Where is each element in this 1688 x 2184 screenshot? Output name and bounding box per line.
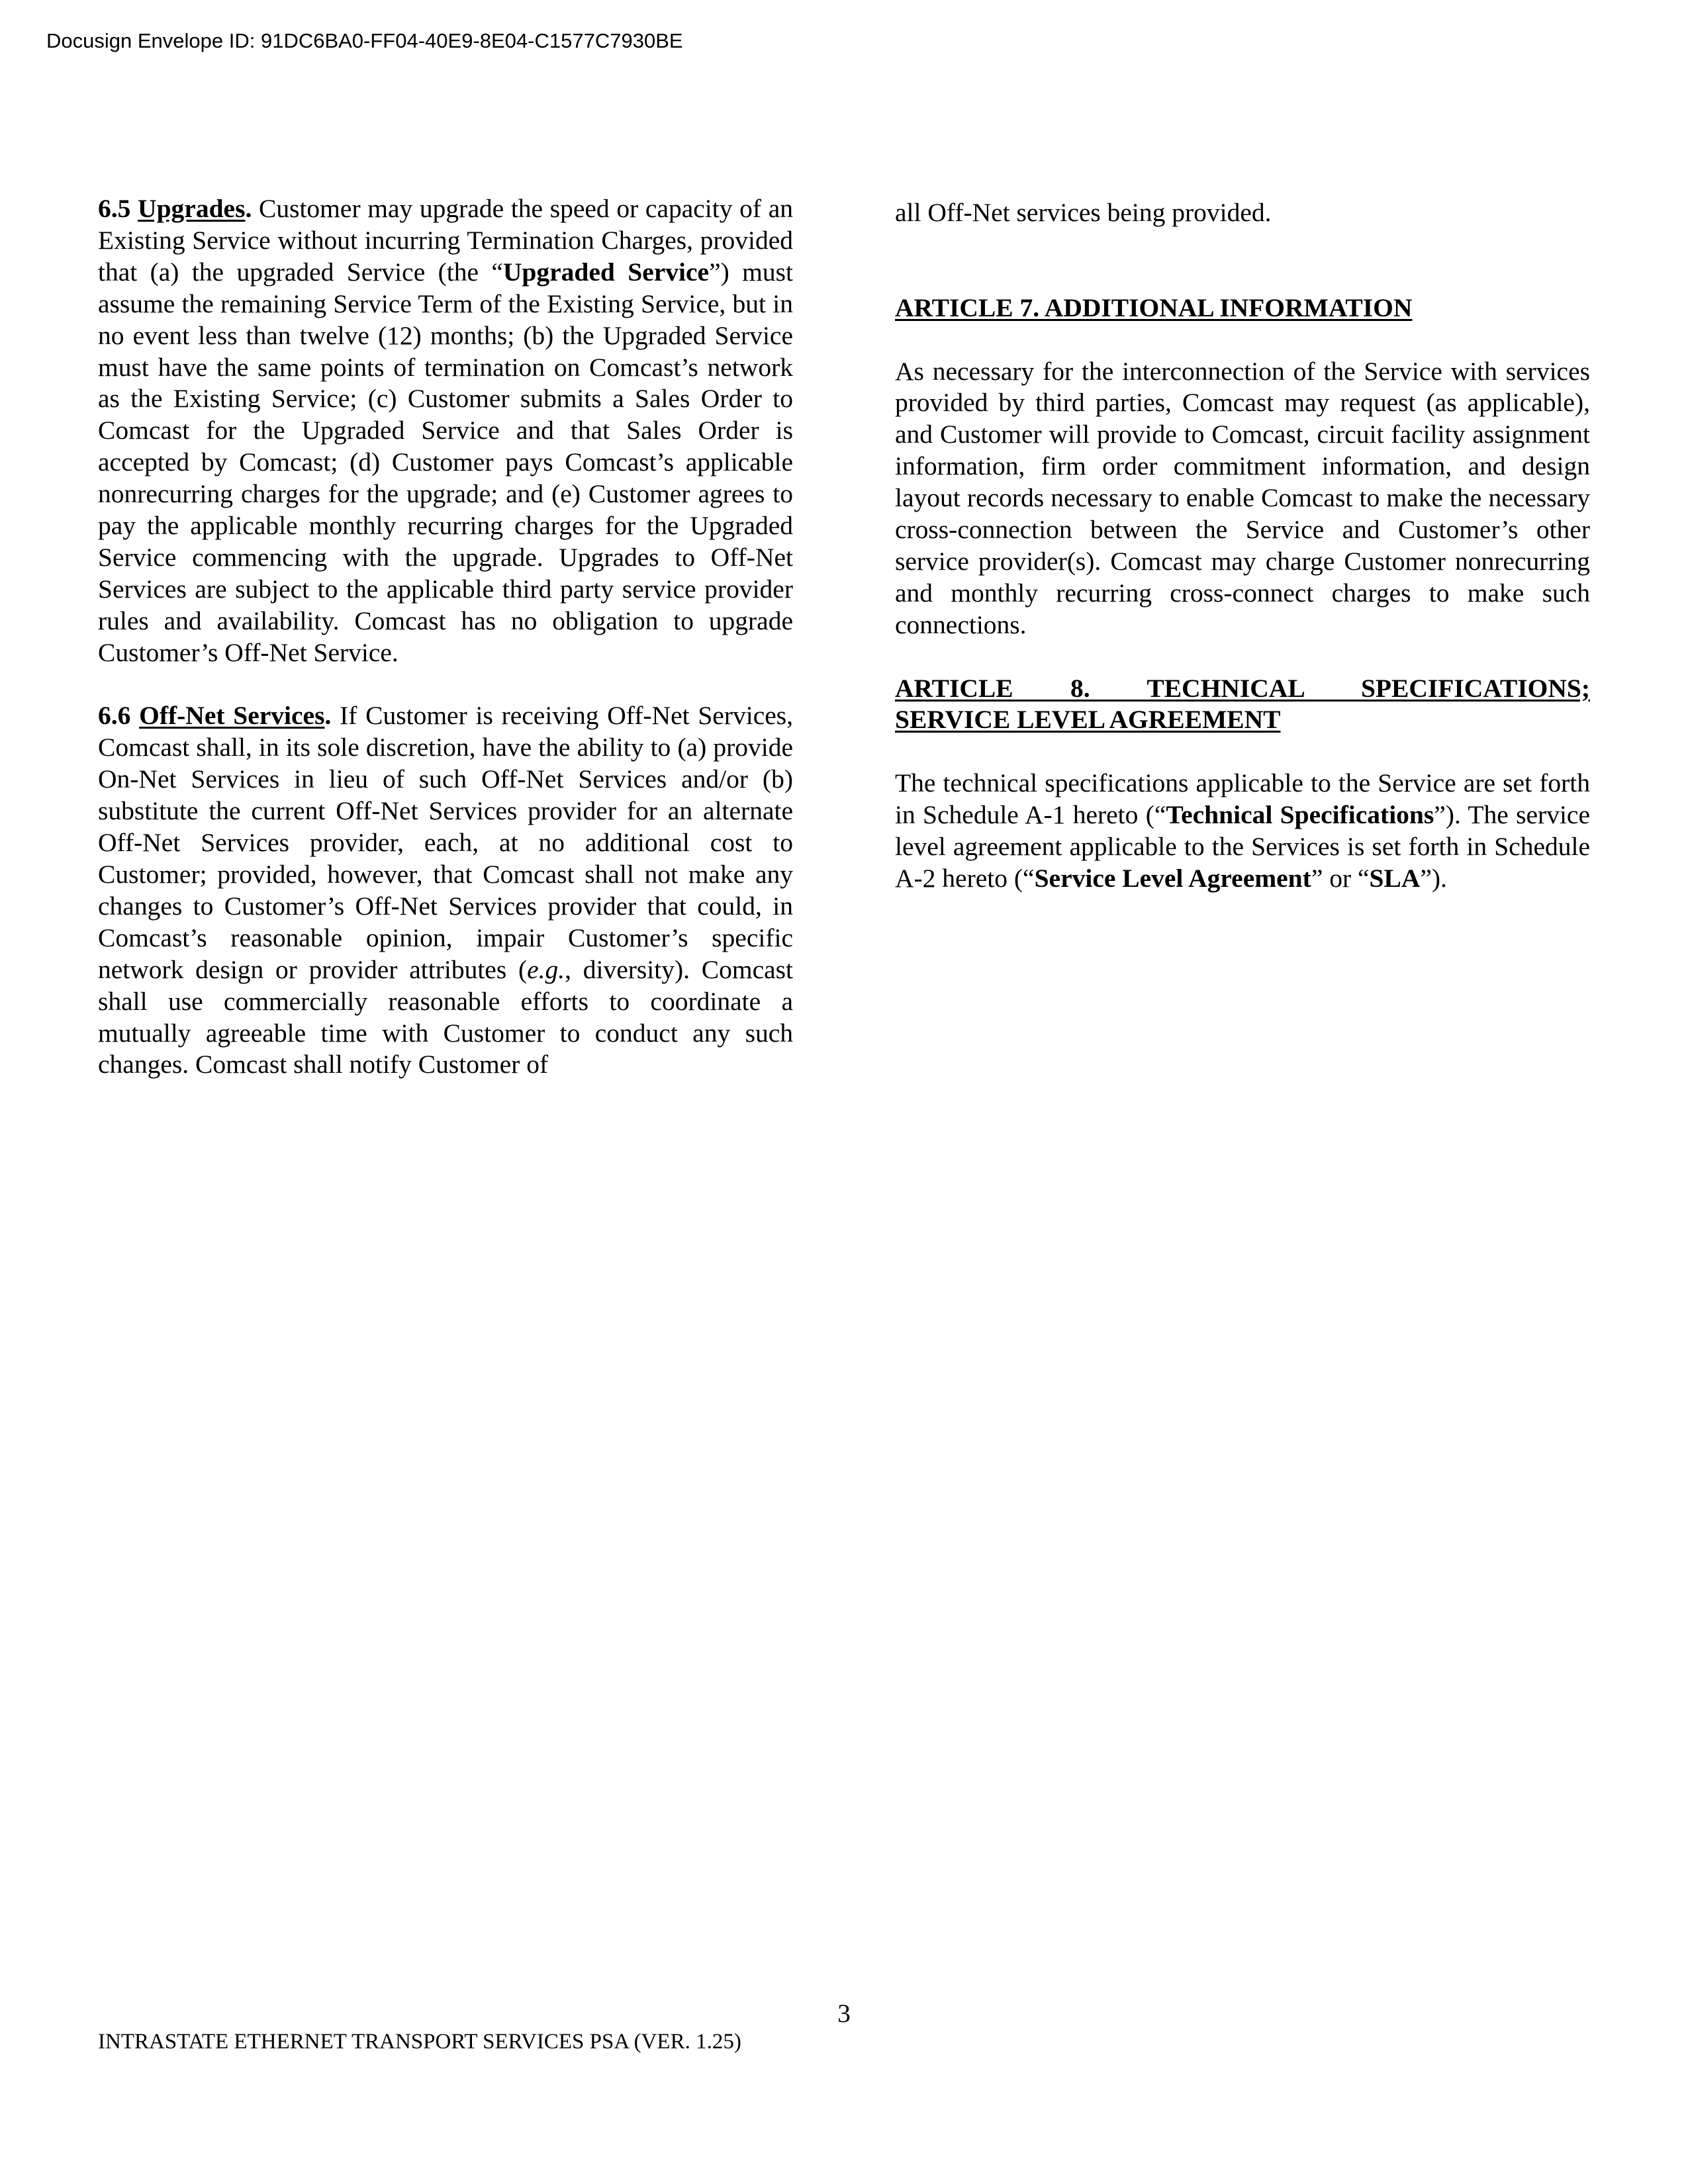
article-7-body: As necessary for the interconnection of the Service with services provided by third parties, Comcast may request (as applicable), and Customer will provide to Comcast, circuit facility assignment information, firm order commitment information, and design layout records necessary to enable Comcast to make the necessary cross-connection between the Service and Customer’s other service provider(s). Comcast may charge Customer nonrecurring and monthly recurring cross-connect charges to make such connections.: [895, 356, 1590, 639]
article-8-heading-line2: SERVICE LEVEL AGREEMENT: [895, 705, 1281, 735]
paragraph-gap: [895, 229, 1590, 293]
article-8-text-3: ” or “: [1311, 863, 1370, 893]
section-6-6-title-period: .: [324, 701, 332, 731]
upgraded-service-term: Upgraded Service: [502, 257, 710, 287]
section-6-5-text: Customer may upgrade the speed or capacity of an Existing Service without incurring Termination Charges, provided that (a) the upgraded Service (the “: [98, 194, 794, 287]
technical-specifications-term: Technical Specifications: [1166, 800, 1434, 830]
section-6-6-number: 6.6: [98, 701, 131, 731]
section-6-6-continuation: all Off-Net services being provided.: [895, 198, 1272, 227]
service-level-agreement-term: Service Level Agreement: [1034, 863, 1311, 893]
paragraph-gap: [895, 641, 1590, 673]
eg-abbreviation: e.g.: [527, 954, 565, 984]
section-6-6: [98, 700, 793, 1081]
article-8-heading-line1: ARTICLE 8. TECHNICAL SPECIFICATIONS;: [895, 673, 1590, 703]
paragraph-gap: [98, 669, 793, 701]
article-8-body: [895, 768, 1590, 895]
paragraph-gap: [895, 736, 1590, 768]
section-6-5: [98, 193, 793, 669]
article-8-text-2: ”). The service level agreement applicable to the Services is set forth in Schedule A-2 hereto (“: [895, 800, 1590, 893]
section-6-6-text: If Customer is receiving Off-Net Services, Comcast shall, in its sole discretion, have the ability to (a) provide On-Net Services in lieu of such Off-Net Services and/or (b) substitute the current Off-Net Services provider for an alternate Off-Net Services provider, each, at no additional cost to Customer; provided, however, that Comcast shall not make any changes to Customer’s Off-Net Services provider that could, in Comcast’s reasonable opinion, impair Customer’s specific network design or provider attributes (: [98, 701, 794, 984]
section-6-6-title: Off-Net Services: [139, 701, 325, 731]
article-8-heading: [895, 673, 1590, 737]
right-column: [895, 197, 1590, 895]
paragraph-gap: [895, 324, 1590, 356]
footer-document-title: INTRASTATE ETHERNET TRANSPORT SERVICES PSA (VER. 1.25): [98, 2030, 741, 2054]
article-8-text: The technical specifications applicable to the Service are set forth in Schedule A-1 hereto (“: [895, 768, 1590, 830]
article-8-text-4: ”).: [1420, 863, 1447, 893]
left-column: [98, 193, 793, 1081]
section-6-6-text-cont: , diversity). Comcast shall use commercially reasonable efforts to coordinate a mutually agreeable time with Customer to conduct any such changes. Comcast shall notify Customer of: [98, 954, 793, 1079]
page-number: 3: [837, 1999, 851, 2028]
section-6-5-number: 6.5: [98, 194, 131, 223]
sla-term: SLA: [1369, 863, 1421, 893]
section-6-5-title: Upgrades: [138, 194, 246, 223]
article-7-heading: ARTICLE 7. ADDITIONAL INFORMATION: [895, 293, 1413, 322]
section-6-5-text-cont: ”) must assume the remaining Service Term of the Existing Service, but in no event less than twelve (12) months; (b) the Upgraded Service must have the same points of termination on Comcast’s network as the Existing Service; (c) Customer submits a Sales Order to Comcast for the Upgraded Service and that Sales Order is accepted by Comcast; (d) Customer pays Comcast’s applicable nonrecurring charges for the upgrade; and (e) Customer agrees to pay the applicable monthly recurring charges for the Upgraded Service commencing with the upgrade. Upgrades to Off-Net Services are subject to the applicable third party service provider rules and availability. Comcast has no obligation to upgrade Customer’s Off-Net Service.: [98, 257, 793, 667]
envelope-id: Docusign Envelope ID: 91DC6BA0-FF04-40E9-8E04-C1577C7930BE: [46, 29, 683, 52]
section-6-5-title-period: .: [245, 194, 252, 223]
